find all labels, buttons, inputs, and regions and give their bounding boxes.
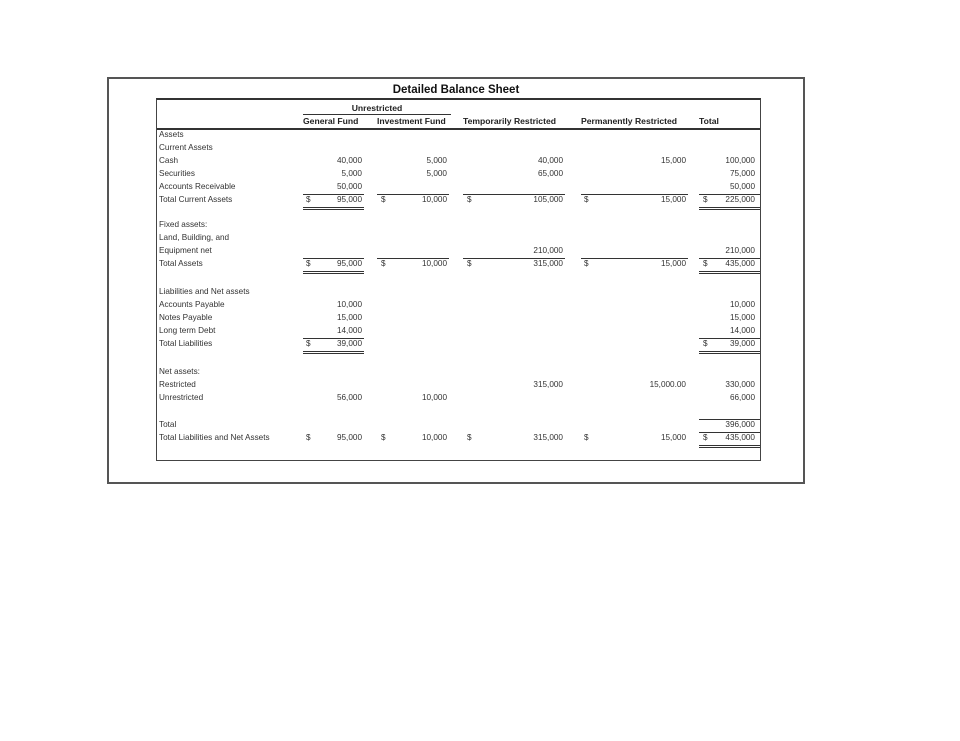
cell-value: 39,000: [336, 339, 362, 348]
dollar-sign: $: [467, 195, 472, 204]
cell-value: 10,000: [421, 259, 447, 268]
cell-value: 10,000: [421, 433, 447, 442]
row-label: Total Liabilities: [159, 339, 213, 348]
cell-value: 15,000: [660, 259, 686, 268]
row-label: Net assets:: [159, 367, 200, 376]
cell-value: 56,000: [336, 393, 362, 402]
row-label: Accounts Receivable: [159, 182, 236, 191]
dollar-sign: $: [381, 433, 386, 442]
cell-value: 315,000: [533, 259, 563, 268]
single-rule: [377, 258, 449, 259]
cell-value: 435,000: [725, 259, 755, 268]
row-label: Total Current Assets: [159, 195, 233, 204]
dollar-sign: $: [467, 433, 472, 442]
cell-value: 14,000: [336, 326, 362, 335]
cell-value: 40,000: [537, 156, 563, 165]
cell-value: 396,000: [725, 420, 755, 429]
cell-value: 15,000: [660, 433, 686, 442]
single-rule: [699, 432, 760, 433]
row-label: Fixed assets:: [159, 220, 208, 229]
single-rule: [699, 194, 760, 195]
single-rule: [303, 258, 364, 259]
row-label: Long term Debt: [159, 326, 216, 335]
double-rule: [699, 445, 760, 448]
row-label: Land, Building, and: [159, 233, 230, 242]
dollar-sign: $: [703, 433, 708, 442]
double-rule: [303, 271, 364, 274]
double-rule: [303, 351, 364, 354]
cell-value: 15,000: [336, 313, 362, 322]
cell-value: 15,000: [660, 156, 686, 165]
dollar-sign: $: [306, 195, 311, 204]
col-header-total: Total: [699, 116, 719, 126]
single-rule: [699, 419, 760, 420]
cell-value: 95,000: [336, 433, 362, 442]
cell-value: 5,000: [426, 169, 447, 178]
cell-value: 435,000: [725, 433, 755, 442]
header-divider: [157, 128, 760, 130]
cell-value: 39,000: [729, 339, 755, 348]
cell-value: 75,000: [729, 169, 755, 178]
row-label: Unrestricted: [159, 393, 204, 402]
dollar-sign: $: [381, 195, 386, 204]
balance-sheet-table: [156, 98, 761, 461]
cell-value: 330,000: [725, 380, 755, 389]
dollar-sign: $: [306, 339, 311, 348]
single-rule: [699, 338, 760, 339]
unrestricted-group-header: Unrestricted: [303, 103, 451, 115]
dollar-sign: $: [703, 339, 708, 348]
row-label: Notes Payable: [159, 313, 213, 322]
col-header-general-fund: General Fund: [303, 116, 359, 126]
single-rule: [377, 194, 449, 195]
cell-value: 210,000: [725, 246, 755, 255]
row-label: Securities: [159, 169, 195, 178]
single-rule: [463, 194, 565, 195]
cell-value: 66,000: [729, 393, 755, 402]
dollar-sign: $: [306, 433, 311, 442]
row-label: Liabilities and Net assets: [159, 287, 250, 296]
row-label: Restricted: [159, 380, 196, 389]
cell-value: 5,000: [341, 169, 362, 178]
dollar-sign: $: [703, 195, 708, 204]
col-header-permanently-restricted: Permanently Restricted: [581, 116, 677, 126]
cell-value: 14,000: [729, 326, 755, 335]
dollar-sign: $: [703, 259, 708, 268]
row-label: Equipment net: [159, 246, 212, 255]
sheet-title: Detailed Balance Sheet: [392, 84, 520, 96]
row-label: Current Assets: [159, 143, 213, 152]
document-frame: [107, 77, 805, 484]
cell-value: 105,000: [533, 195, 563, 204]
row-label: Cash: [159, 156, 179, 165]
col-header-temporarily-restricted: Temporarily Restricted: [463, 116, 556, 126]
cell-value: 315,000: [533, 433, 563, 442]
dollar-sign: $: [381, 259, 386, 268]
double-rule: [303, 207, 364, 210]
cell-value: 50,000: [336, 182, 362, 191]
row-label: Total Assets: [159, 259, 203, 268]
cell-value: 10,000: [729, 300, 755, 309]
cell-value: 15,000: [729, 313, 755, 322]
single-rule: [303, 338, 364, 339]
cell-value: 15,000: [660, 195, 686, 204]
dollar-sign: $: [584, 433, 589, 442]
dollar-sign: $: [467, 259, 472, 268]
single-rule: [581, 258, 688, 259]
row-label: Total Liabilities and Net Assets: [159, 433, 270, 442]
row-label: Accounts Payable: [159, 300, 225, 309]
cell-value: 10,000: [336, 300, 362, 309]
cell-value: 210,000: [533, 246, 563, 255]
cell-value: 10,000: [421, 195, 447, 204]
cell-value: 65,000: [537, 169, 563, 178]
row-label: Total: [159, 420, 177, 429]
dollar-sign: $: [584, 259, 589, 268]
cell-value: 100,000: [725, 156, 755, 165]
cell-value: 50,000: [729, 182, 755, 191]
single-rule: [463, 258, 565, 259]
cell-value: 10,000: [421, 393, 447, 402]
double-rule: [699, 207, 760, 210]
single-rule: [581, 194, 688, 195]
single-rule: [303, 194, 364, 195]
dollar-sign: $: [306, 259, 311, 268]
cell-value: 95,000: [336, 195, 362, 204]
cell-value: 40,000: [336, 156, 362, 165]
cell-value: 315,000: [533, 380, 563, 389]
double-rule: [699, 271, 760, 274]
dollar-sign: $: [584, 195, 589, 204]
cell-value: 225,000: [725, 195, 755, 204]
row-label: Assets: [159, 130, 184, 139]
cell-value: 5,000: [426, 156, 447, 165]
double-rule: [699, 351, 760, 354]
cell-value: 95,000: [336, 259, 362, 268]
col-header-investment-fund: Investment Fund: [377, 116, 446, 126]
single-rule: [699, 258, 760, 259]
cell-value: 15,000.00: [649, 380, 686, 389]
